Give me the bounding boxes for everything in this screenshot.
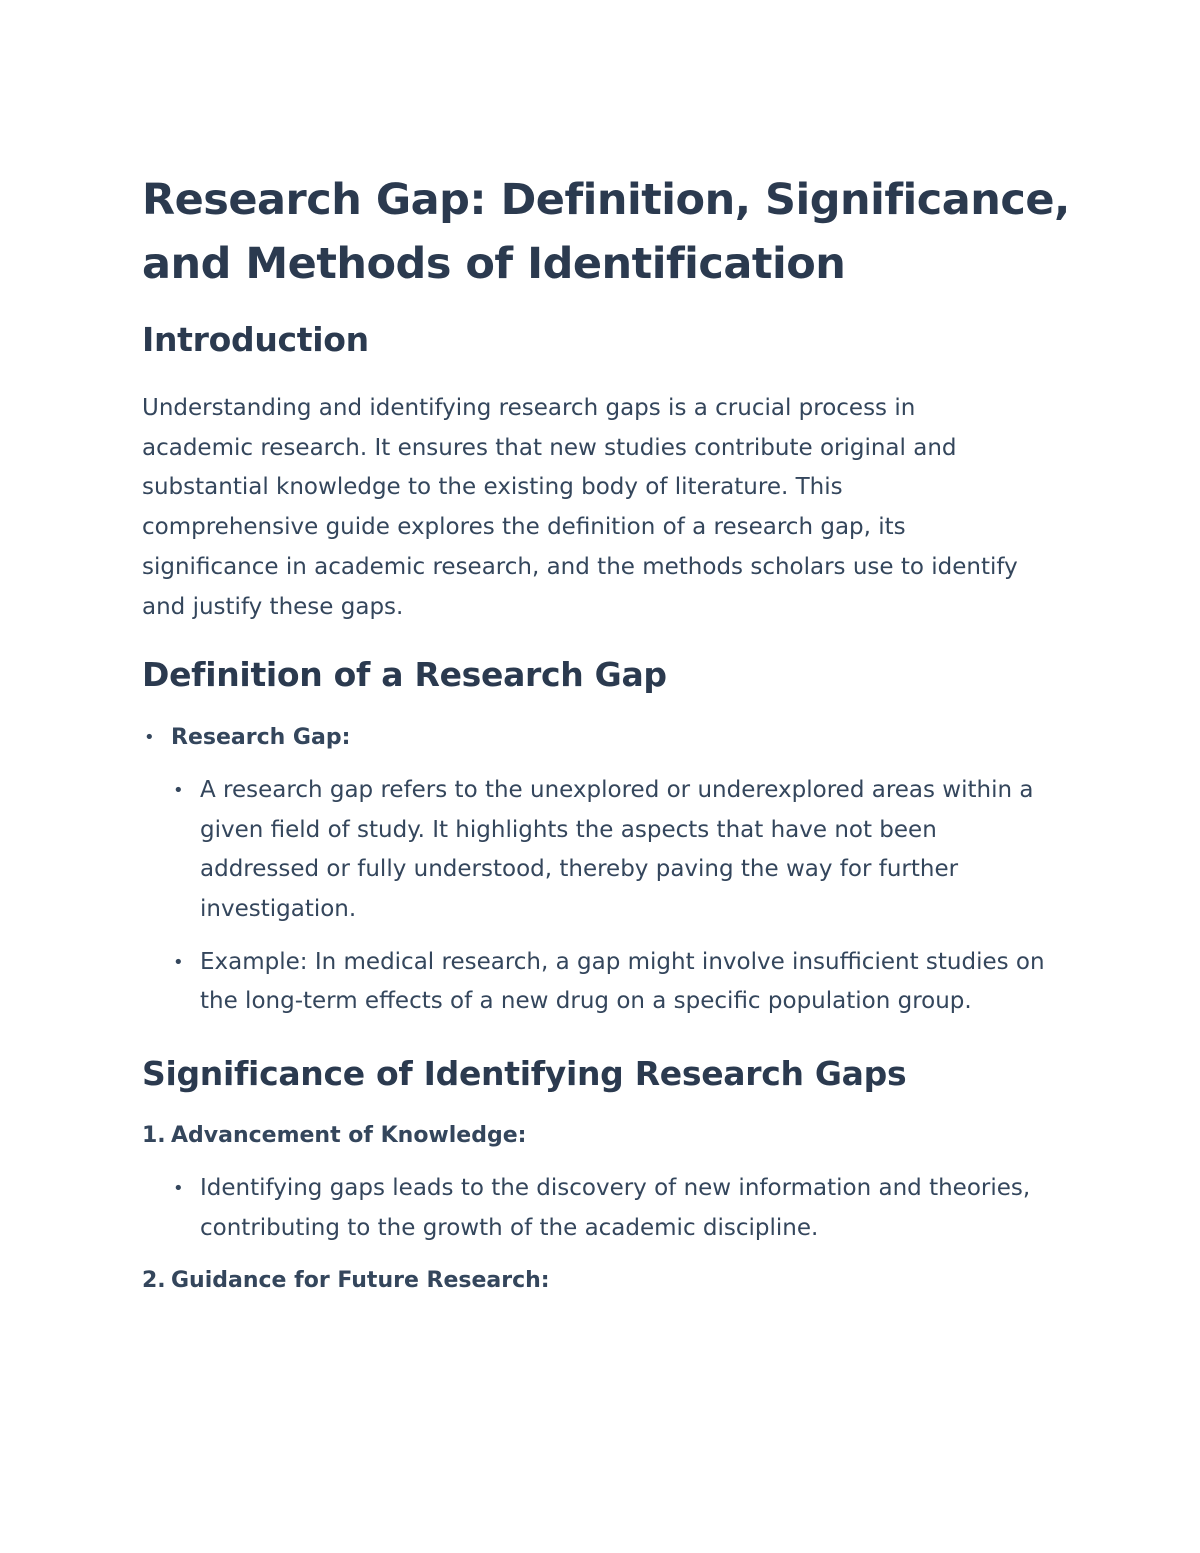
list-item — [171, 771, 1060, 930]
significance-item-label: Advancement of Knowledge: — [171, 1123, 527, 1149]
document-page — [142, 168, 1082, 1301]
significance-item-label: Guidance for Future Research: — [171, 1268, 550, 1294]
list-item — [142, 1116, 1082, 1248]
bullet-icon: • — [173, 951, 184, 973]
introduction-heading: Introduction — [142, 320, 369, 359]
significance-sub-item-text: Identifying gaps leads to the discovery of new information and theories, contributing to the growth of the academic discipline. — [200, 1174, 1031, 1241]
significance-heading: Significance of Identifying Research Gaps — [142, 1054, 907, 1094]
bullet-icon: • — [144, 727, 155, 749]
definition-sub-list — [171, 771, 1082, 1022]
definition-heading: Definition of a Research Gap — [142, 655, 667, 695]
list-number: 1. — [142, 1123, 166, 1149]
list-item — [142, 1261, 1082, 1301]
list-item — [142, 718, 1082, 1022]
definition-list — [142, 718, 1082, 1022]
definition-item-label: Research Gap: — [171, 725, 351, 751]
definition-sub-item-text: A research gap refers to the unexplored or underexplored areas within a given field of study. It highlights the aspects that have not been addressed or fully understood, thereby paving the way for further investigation. — [200, 776, 1034, 923]
document-title: Research Gap: Definition, Significance, and Methods of Identification — [142, 175, 1070, 289]
list-number: 2. — [142, 1268, 166, 1294]
bullet-icon: • — [173, 1177, 184, 1199]
definition-sub-item-text: Example: In medical research, a gap might involve insufficient studies on the long-term effects of a new drug on a specific population group. — [200, 948, 1045, 1015]
bullet-icon: • — [173, 779, 184, 801]
list-item — [171, 943, 1060, 1022]
significance-sub-list — [171, 1169, 1082, 1248]
introduction-paragraph: Understanding and identifying research gaps is a crucial process in academic research. It ensures that new studies contribute original and substantial knowledge to the existing body of literature. This comprehensive guide explores the definition of a research gap, its significance in academic research, and the methods scholars use to identify and justify these gaps. — [142, 395, 1018, 620]
list-item — [171, 1169, 1060, 1248]
significance-list — [142, 1116, 1082, 1301]
